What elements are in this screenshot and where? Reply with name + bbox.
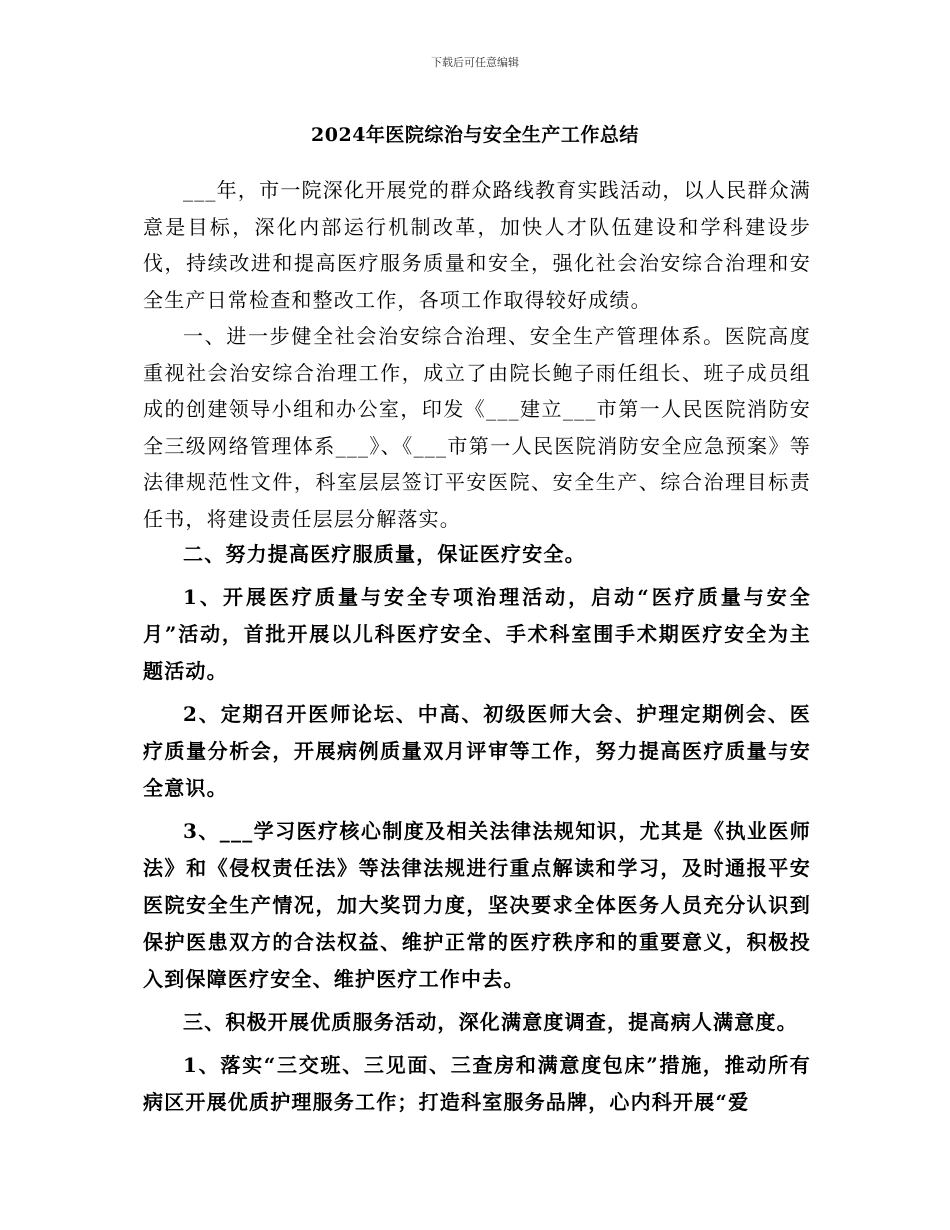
heading-section-2: 二、努力提高医疗服质量，保证医疗安全。 [183, 542, 586, 566]
paragraph-2-1: 1、开展医疗质量与安全专项治理活动，启动“医疗质量与安全月”活动，首批开展以儿科医疗安全、手术科室围手术期医疗安全为主题活动。 [143, 585, 811, 683]
paragraph-3-1: 1、落实“三交班、三见面、三查房和满意度包床”措施，推动所有病区开展优质护理服务工作；打造科室服务品牌，心内科开展“爱 [143, 1053, 811, 1114]
paragraph-2-2: 2、定期召开医师论坛、中高、初级医师大会、护理定期例会、医疗质量分析会，开展病例质量双月评审等工作，努力提高医疗质量与安全意识。 [143, 702, 811, 800]
paragraph-section-1: 一、进一步健全社会治安综合治理、安全生产管理体系。医院高度重视社会治安综合治理工作，成立了由院长鲍子雨任组长、班子成员组成的创建领导小组和办公室，印发《___建立___市第一人民医院消防安全三级网络管理体系___》、《___市第一人民医院消防安全应急预案》等法律规范性文件，科室层层签订平安医院、安全生产、综合治理目标责任书，将建设责任层层分解落实。 [143, 324, 811, 531]
heading-section-3: 三、积极开展优质服务活动，深化满意度调查，提高病人满意度。 [183, 1010, 798, 1034]
header-note: 下载后可任意编辑 [431, 56, 519, 69]
body-section-bold [143, 536, 811, 1121]
body-section-regular [143, 172, 811, 537]
paragraph-intro: ___年，市一院深化开展党的群众路线教育实践活动，以人民群众满意是目标，深化内部运行机制改革，加快人才队伍建设和学科建设步伐，持续改进和提高医疗服务质量和安全，强化社会治安综合治理和安全生产日常检查和整改工作，各项工作取得较好成绩。 [143, 178, 811, 312]
document-title: 2024年医院综治与安全生产工作总结 [311, 124, 639, 146]
paragraph-2-3: 3、___学习医疗核心制度及相关法律法规知识，尤其是《执业医师法》和《侵权责任法》等法律法规进行重点解读和学习，及时通报平安医院安全生产情况，加大奖罚力度，坚决要求全体医务人员充分认识到保护医患双方的合法权益、维护正常的医疗秩序和的重要意义，积极投入到保障医疗安全、维护医疗工作中去。 [143, 819, 811, 991]
